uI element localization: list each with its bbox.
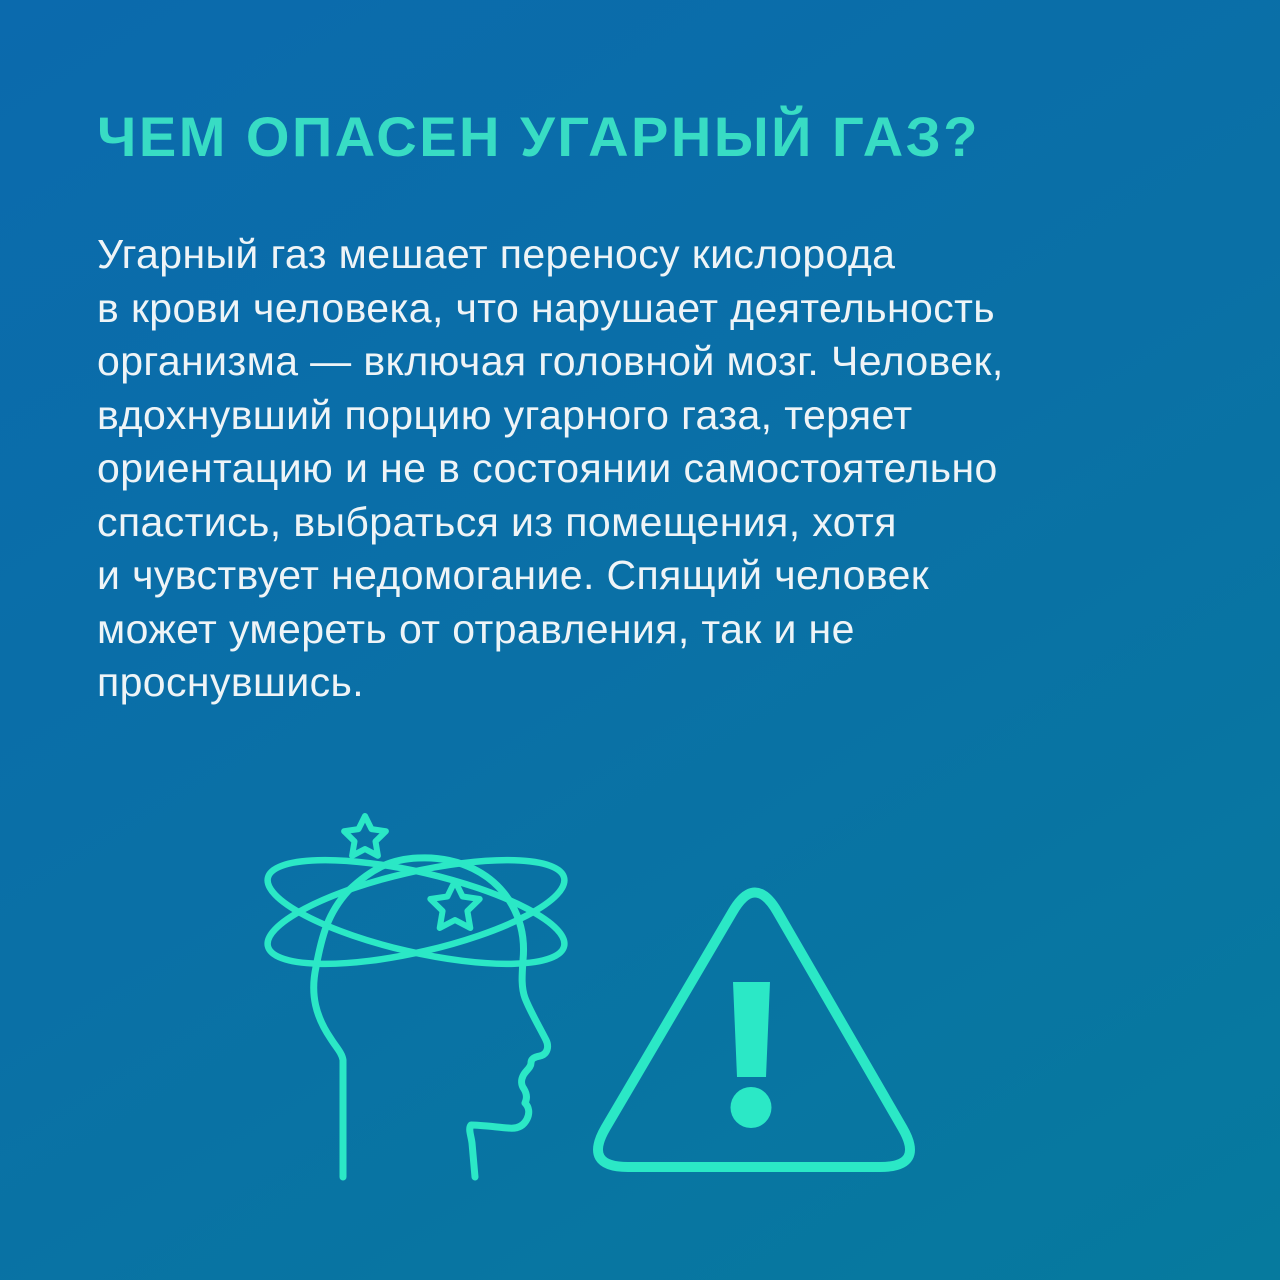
exclamation-bar bbox=[733, 982, 770, 1077]
body-line: и чувствует недомогание. Спящий человек bbox=[97, 552, 930, 598]
body-line: ориентацию и не в состоянии самостоятельно bbox=[97, 445, 998, 491]
body-line: спастись, выбраться из помещения, хотя bbox=[97, 498, 897, 545]
body-line: вдохнувший порцию угарного газа, теряет bbox=[97, 391, 913, 438]
body-line: в крови человека, что нарушает деятельность bbox=[97, 284, 996, 331]
body-line: Угарный газ мешает переносу кислорода bbox=[97, 231, 896, 277]
warning-triangle-icon bbox=[575, 860, 935, 1180]
page-title: ЧЕМ ОПАСЕН УГАРНЫЙ ГАЗ? bbox=[97, 105, 980, 168]
body-paragraph bbox=[97, 228, 1207, 710]
body-line: проснувшись. bbox=[97, 659, 365, 705]
exclamation-dot bbox=[731, 1087, 772, 1128]
body-line: может умереть от отравления, так и не bbox=[97, 605, 855, 652]
body-line: организма — включая головной мозг. Человек, bbox=[97, 338, 1004, 384]
star-icon bbox=[344, 816, 386, 856]
